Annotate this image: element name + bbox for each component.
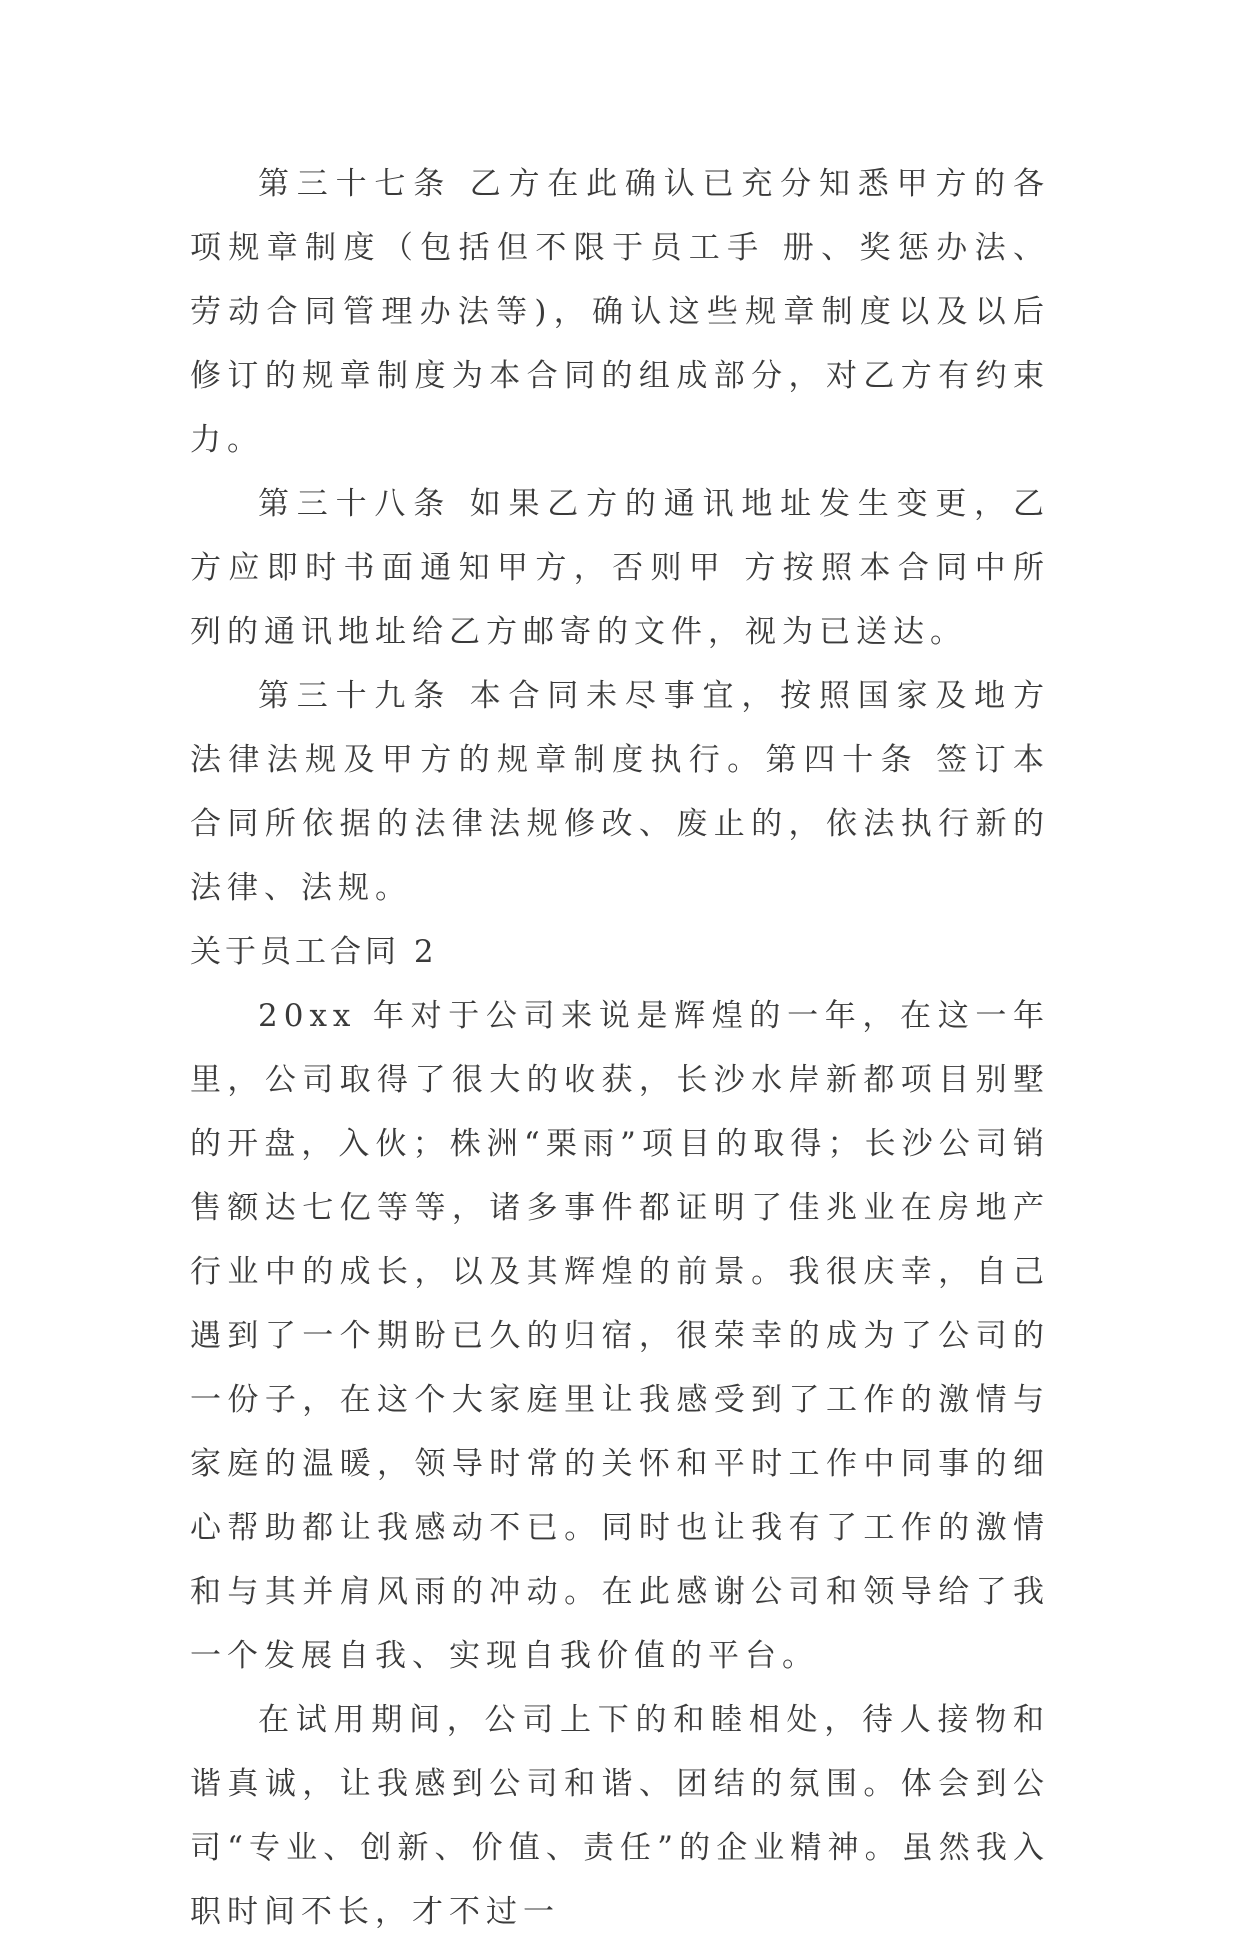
paragraph-company-year: 20xx 年对于公司来说是辉煌的一年，在这一年里，公司取得了很大的收获，长沙水岸新都项目别墅的开盘，入伙；株洲“栗雨”项目的取得；长沙公司销售额达七亿等等，诸多事件都证明了佳兆业在房地产行业中的成长，以及其辉煌的前景。我很庆幸，自己遇到了一个期盼已久的归宿，很荣幸的成为了公司的一份子，在这个大家庭里让我感受到了工作的激情与家庭的温暖，领导时常的关怀和平时工作中同事的细心帮助都让我感动不已。同时也让我有了工作的激情和与其并肩风雨的冲动。在此感谢公司和领导给了我一个发展自我、实现自我价值的平台。 bbox=[190, 998, 1050, 1674]
paragraph-probation: 在试用期间，公司上下的和睦相处，待人接物和谐真诚，让我感到公司和谐、团结的氛围。体会到公司“专业、创新、价值、责任”的企业精神。虽然我入职时间不长，才不过一 bbox=[190, 1702, 1050, 1930]
paragraph-article-38: 第三十八条 如果乙方的通讯地址发生变更，乙方应即时书面通知甲方，否则甲 方按照本合同中所列的通讯地址给乙方邮寄的文件，视为已送达。 bbox=[190, 486, 1050, 650]
document-body bbox=[190, 152, 1050, 1944]
paragraph-article-39-40: 第三十九条 本合同未尽事宜，按照国家及地方法律法规及甲方的规章制度执行。第四十条 签订本合同所依据的法律法规修改、废止的，依法执行新的法律、法规。 bbox=[190, 678, 1050, 906]
paragraph-article-37: 第三十七条 乙方在此确认已充分知悉甲方的各项规章制度（包括但不限于员工手 册、奖惩办法、劳动合同管理办法等)，确认这些规章制度以及以后修订的规章制度为本合同的组成部分，对乙方有约束力。 bbox=[190, 166, 1050, 458]
section-heading: 关于员工合同 2 bbox=[190, 934, 438, 970]
